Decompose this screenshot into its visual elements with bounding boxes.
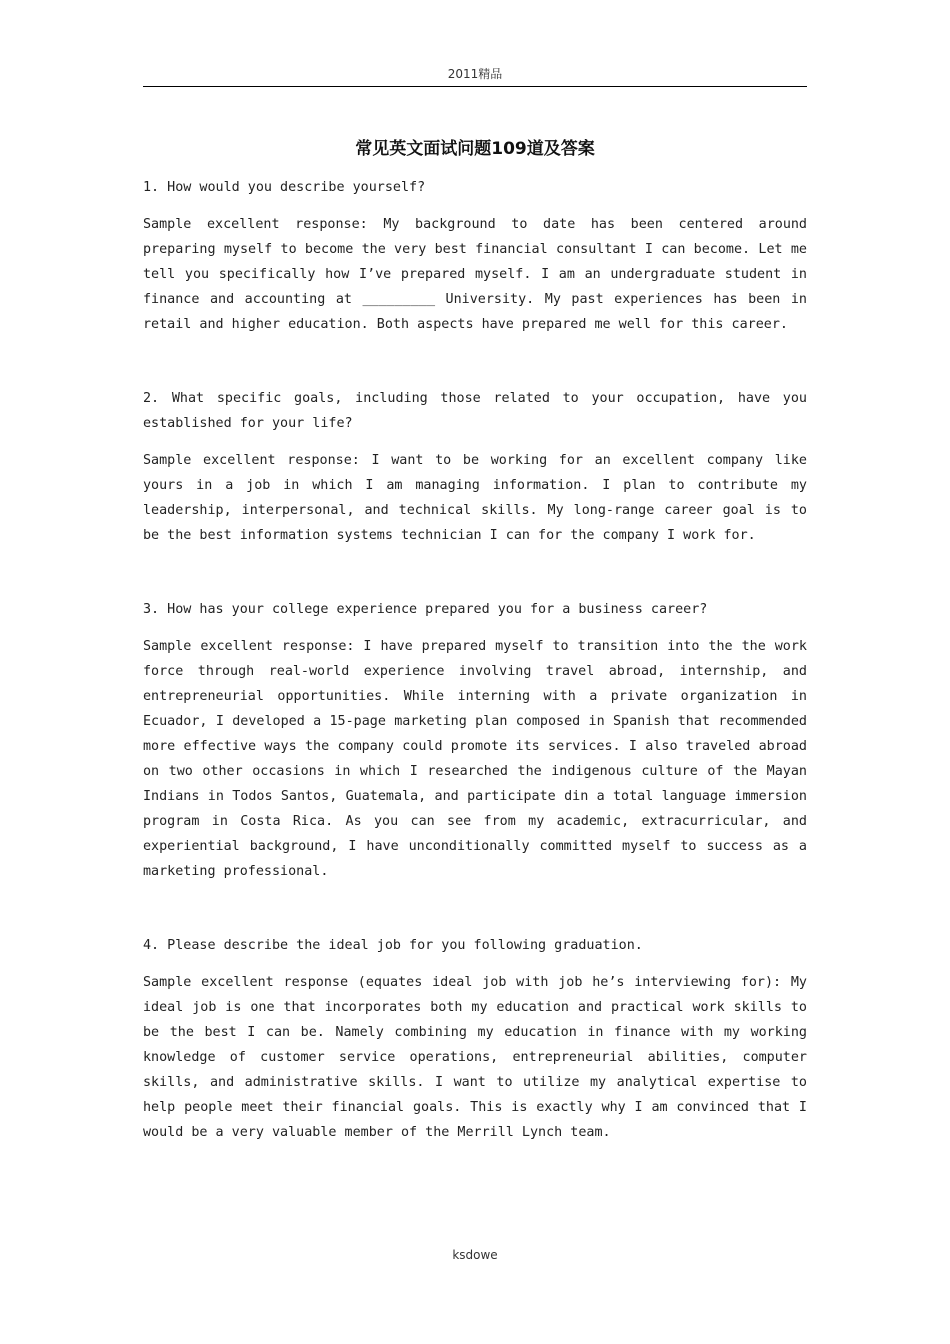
qa-section-2 [143, 386, 807, 548]
answer-4: Sample excellent response (equates ideal job with job he’s interviewing for): My ideal job is one that incorporates both my education and practical work skills to be the best I can be. Namely combining my education in finance with my working knowledge of customer service operations, entrepreneurial abilities, computer skills, and administrative skills. I want to utilize my analytical expertise to help people meet their financial goals. This is exactly why I am convinced that I would be a very valuable member of the Merrill Lynch team. [143, 975, 807, 1140]
answer-3: Sample excellent response: I have prepared myself to transition into the the work force through real-world experience involving travel abroad, internship, and entrepreneurial opportunities. While interning with a private organization in Ecuador, I developed a 15-page marketing plan composed in Spanish that recommended more effective ways the company could promote its services. I also traveled abroad on two other occasions in which I researched the indigenous culture of the Mayan Indians in Todos Santos, Guatemala, and participate din a total language immersion program in Costa Rica. As you can see from my academic, extracurricular, and experiential background, I have unconditionally committed myself to success as a marketing professional. [143, 639, 807, 879]
document-title: 常见英文面试问题109道及答案 [355, 139, 595, 159]
header-text: 2011精品 [447, 67, 503, 81]
page-header [143, 62, 807, 87]
question-4: 4. Please describe the ideal job for you following graduation. [143, 938, 643, 953]
qa-section-4 [143, 933, 807, 1145]
document-body [143, 175, 807, 1145]
question-1: 1. How would you describe yourself? [143, 180, 426, 195]
footer-text: ksdowe [452, 1248, 498, 1262]
qa-section-1 [143, 175, 807, 337]
qa-section-3 [143, 597, 807, 884]
answer-1: Sample excellent response: My background to date has been centered around preparing myself to become the very best financial consultant I can become. Let me tell you specifically how I’ve prepared myself. I am an undergraduate student in finance and accounting at _________ University. My past experiences has been in retail and higher education. Both aspects have prepared me well for this career. [143, 217, 807, 332]
answer-2: Sample excellent response: I want to be working for an excellent company like yours in a job in which I am managing information. I plan to contribute my leadership, interpersonal, and technical skills. My long-range career goal is to be the best information systems technician I can for the company I work for. [143, 453, 807, 543]
page-footer [143, 1245, 807, 1265]
question-3: 3. How has your college experience prepared you for a business career? [143, 602, 708, 617]
question-2: 2. What specific goals, including those related to your occupation, have you established for your life? [143, 391, 807, 431]
